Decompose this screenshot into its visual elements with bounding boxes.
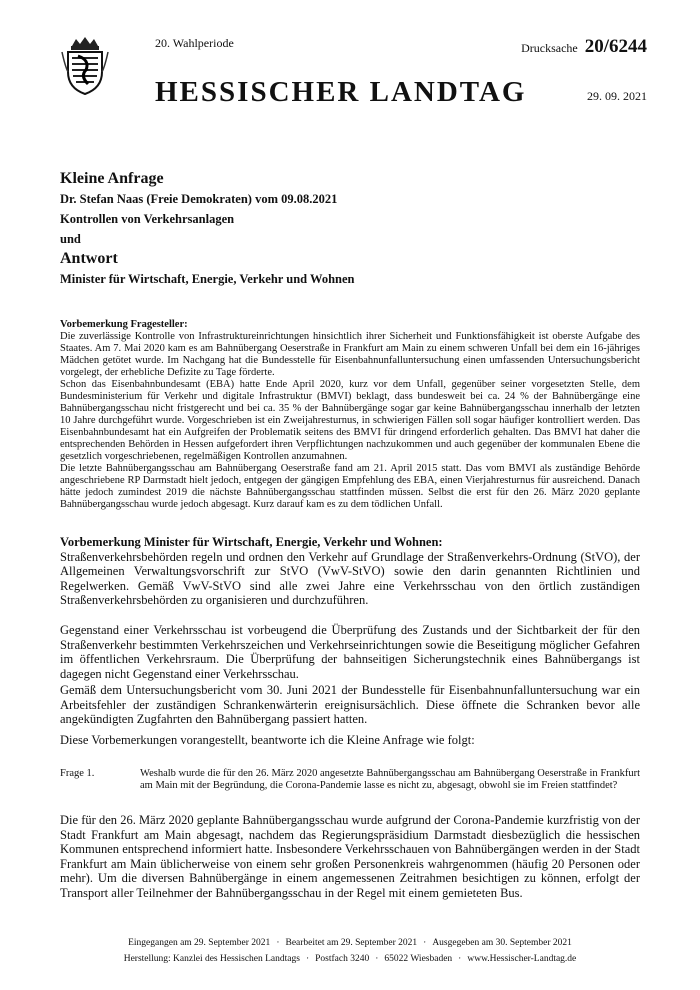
footer-separator: · <box>423 938 427 948</box>
footer-ausgegeben: Ausgegeben am 30. September 2021 <box>432 938 572 948</box>
heading-minister: Minister für Wirtschaft, Energie, Verkehr und Wohnen <box>60 272 355 286</box>
paragraph: Straßenverkehrsbehörden regeln und ordnen den Verkehr auf Grundlage der Straßenverkehrs-Ordnung (StVO), der Allgemeinen Verwaltungsvorschrift zur StVO (VwV-StVO) sowie den darin genannten Richtlinien und Regelwerken. Gemäß VwV-StVO sind alle zwei Jahre eine Verkehrsschau von den örtlich zuständigen Straßenverkehrsbehörden zu organisieren und durchzuführen. <box>60 549 640 608</box>
paragraph-vorangestellt <box>60 733 640 748</box>
footer-separator: · <box>276 938 280 948</box>
heading-block <box>60 169 640 289</box>
drucksache-number: 20/6244 <box>584 36 647 57</box>
paragraph: Die zuverlässige Kontrolle von Infrastruktureinrichtungen hinsichtlich ihrer Sicherheit und Funktionsfähigkeit ist oberste Aufgabe des Staates. Am 7. Mai 2020 kam es am Bahnübergang Oeserstraße in Frankfurt am Main zu einem schweren Unfall bei dem ein 16-jähriges Mädchen getötet wurde. Im Nachgang hat die Bundesstelle für Eisenbahnunfalluntersuchung einen umfassenden Untersuchungsbericht vorgelegt, der erhebliche Defizite zu Tage förderte. <box>60 331 640 378</box>
paragraph: Schon das Eisenbahnbundesamt (EBA) hatte Ende April 2020, kurz vor dem Unfall, gegenüber seiner vorgesetzten Stelle, dem Bundesministerium für Verkehr und digitale Infrastruktur (BMVI) beklagt, dass bundesweit bei ca. 24 % der Bahnübergänge eine Bahnübergangsschau nicht fristgerecht und bei ca. 35 % der Bahnübergänge sogar gar keine Bahnübergangsschau innerhalb der letzten 10 Jahre durchgeführt wurde. Vorgeschrieben ist ein Zweijahresturnus, in schwierigen Fällen soll sogar häufiger kontrolliert werden. Das Eisenbahnbundesamt hat ein Aufgreifen der Problematik seitens des BMVI für dringend erforderlich gehalten. Das BMVI hat daher die entsprechenden Behörden in Hessen aufgefordert ihren Verpflichtungen nachzukommen und auch gegenüber der kommunalen Ebene die gesetzlich vorgeschriebenen, regelmäßigen Kontrollen anzumahnen. <box>60 379 640 462</box>
footer-ort: 65022 Wiesbaden <box>384 954 453 964</box>
paragraph: Die für den 26. März 2020 geplante Bahnübergangsschau wurde aufgrund der Corona-Pandemie kurzfristig von der Stadt Frankfurt am Main abgesagt, nachdem das Regierungspräsidium Darmstadt diesbezüglich die hessischen Kommunen entsprechend informiert hatte. Insbesondere Verkehrsschauen von Bahnübergängen werden in der Stadt Frankfurt am Main üblicherweise von einem sehr großen Personenkreis wahrgenommen (häufig 20 Personen oder mehr). Um die diversen Bahnübergänge in einem angemessenen Zeitrahmen besichtigen zu können, erfolgt der Transport aller Teilnehmer der Bahnübergangsschau in der Regel mit einem gemieteten Bus. <box>60 813 640 900</box>
paragraph: Die letzte Bahnübergangsschau am Bahnübergang Oeserstraße fand am 21. April 2015 statt. Das vom BMVI als zuständige Behörde angeschriebene RP Darmstadt hielt jedoch, entgegen der gängigen Empfehlung des EBA, einen Vierjahresturnus für ausreichend. Danach hätte jedoch zumindest 2019 die nächste Bahnübergangsschau stattfinden müssen. Selbst die erst für den 26. März 2020 geplante Bahnübergangsschau wurde jedoch abgesagt. Kurz darauf kam es zu dem tödlichen Unfall. <box>60 463 640 510</box>
hessen-coat-of-arms-logo <box>60 36 110 96</box>
document-date: 29. 09. 2021 <box>587 89 647 103</box>
frage-label: Frage 1. <box>60 768 95 779</box>
frage-text: Weshalb wurde die für den 26. März 2020 angesetzte Bahnübergangsschau am Bahnübergang Oeserstraße in Frankfurt am Main mit der Begründung, die Corona-Pandemie lasse es nicht zu, abgesagt, obwohl sie im Freien stattfindet? <box>140 768 640 791</box>
document-title: HESSISCHER LANDTAG <box>155 76 527 108</box>
paragraph-untersuchungsbericht <box>60 683 640 727</box>
vorbemerkung-fragesteller <box>60 319 640 511</box>
frage-1 <box>60 768 640 792</box>
footer-eingegangen: Eingegangen am 29. September 2021 <box>128 938 271 948</box>
paragraph-verkehrsschau <box>60 623 640 681</box>
footer-bearbeitet: Bearbeitet am 29. September 2021 <box>285 938 418 948</box>
vorbemerkung-minister <box>60 535 640 608</box>
footer-kanzlei: Herstellung: Kanzlei des Hessischen Landtags <box>123 954 300 964</box>
footer-separator: · <box>375 954 379 964</box>
heading-author: Dr. Stefan Naas (Freie Demokraten) vom 09.08.2021 <box>60 192 338 206</box>
heading-antwort: Antwort <box>60 250 118 267</box>
footer-website-link[interactable]: www.Hessischer-Landtag.de <box>467 954 577 964</box>
footer-separator: · <box>305 954 310 964</box>
section-title: Vorbemerkung Fragesteller: <box>60 319 188 330</box>
footer-postfach: Postfach 3240 <box>315 954 370 964</box>
paragraph: Gegenstand einer Verkehrsschau ist vorbeugend die Überprüfung des Zustands und der Sichtbarkeit der für den Straßenverkehr bestimmten Verkehrszeichen und Verkehrseinrichtungen sowie die Beseitigung möglicher Gefahren im öffentlichen Verkehrsraum. Die Überprüfung der bahnseitigen Sicherungstechnik eines Bahnübergangs ist dagegen nicht Gegenstand einer Verkehrsschau. <box>60 623 640 681</box>
footer-separator: · <box>458 954 462 964</box>
antwort-1 <box>60 813 640 901</box>
wahlperiode: 20. Wahlperiode <box>155 36 234 50</box>
heading-type: Kleine Anfrage <box>60 170 164 187</box>
paragraph: Diese Vorbemerkungen vorangestellt, beantworte ich die Kleine Anfrage wie folgt: <box>60 733 475 747</box>
drucksache-text: Drucksache <box>521 41 578 55</box>
footer-herstellung <box>60 953 640 965</box>
drucksache-label <box>521 36 647 58</box>
heading-und: und <box>60 232 81 246</box>
heading-subject: Kontrollen von Verkehrsanlagen <box>60 212 235 226</box>
footer-dates <box>60 937 640 949</box>
section-title: Vorbemerkung Minister für Wirtschaft, Energie, Verkehr und Wohnen: <box>60 535 443 549</box>
paragraph: Gemäß dem Untersuchungsbericht vom 30. Juni 2021 der Bundesstelle für Eisenbahnunfalluntersuchung war ein Arbeitsfehler der zuständigen Schrankenwärterin ereignisursächlich. Diese öffnete die Schranken bevor alle angekündigten Zugfahrten den Bahnübergang passiert hatten. <box>60 683 640 727</box>
